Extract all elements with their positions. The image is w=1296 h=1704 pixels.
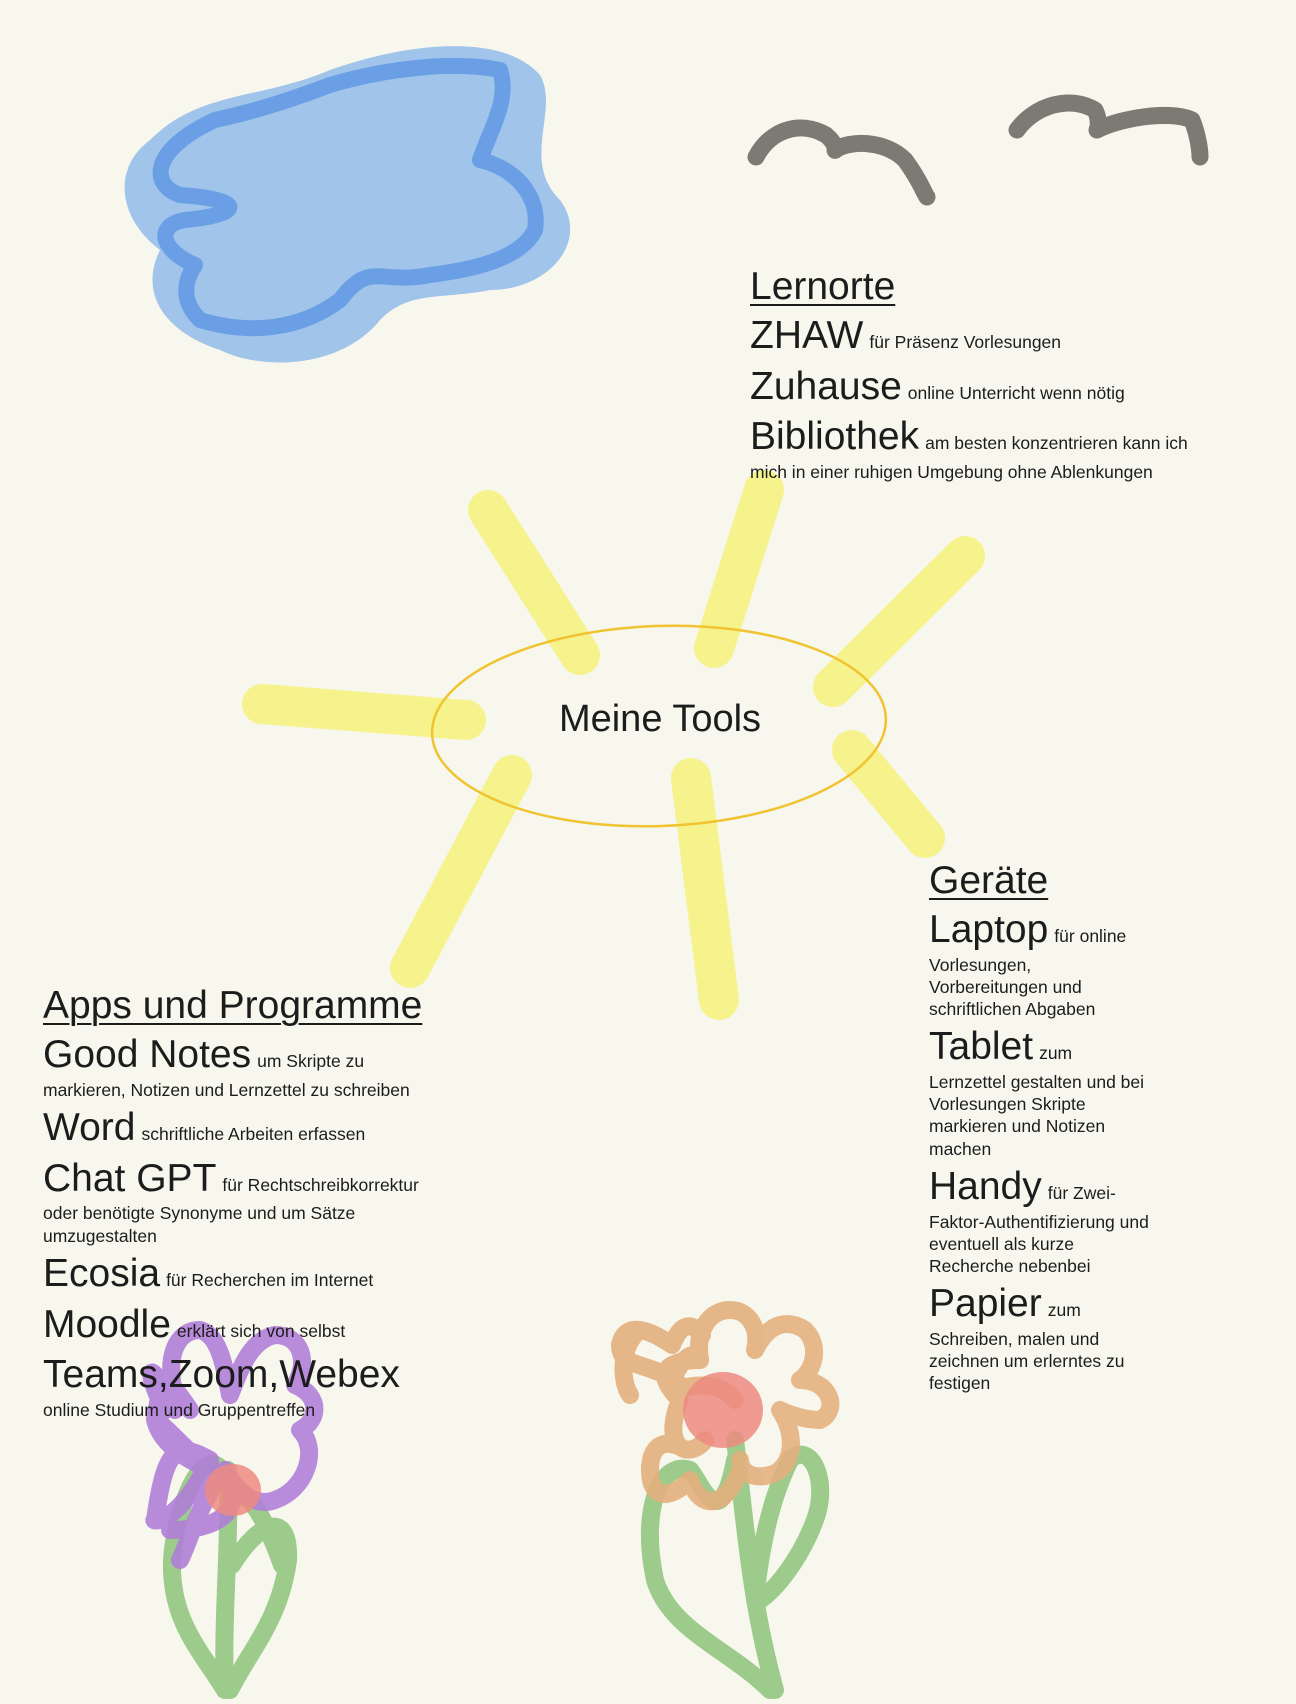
- lernorte-section: [750, 264, 1220, 487]
- item-term: Laptop: [929, 907, 1049, 951]
- geraete-item-laptop: [929, 907, 1149, 1020]
- item-desc: schriftliche Arbeiten erfassen: [141, 1123, 366, 1144]
- apps-section: [43, 983, 443, 1425]
- apps-item-chat-gpt: [43, 1156, 443, 1247]
- item-term: Moodle: [43, 1302, 171, 1346]
- item-term: Chat GPT: [43, 1156, 217, 1200]
- geraete-item-handy: [929, 1164, 1149, 1277]
- apps-item-good-notes: [43, 1032, 443, 1101]
- lernorte-item-bibliothek: [750, 414, 1220, 483]
- item-desc: online Studium und Gruppentreffen: [43, 1400, 316, 1421]
- item-term: Ecosia: [43, 1251, 161, 1295]
- item-term: Handy: [929, 1164, 1042, 1208]
- sun-drawing: [262, 490, 965, 1000]
- item-desc: erklärt sich von selbst: [176, 1320, 346, 1341]
- item-desc: zum Lernzettel gestalten und bei Vorlesungen Skripte markieren und Notizen machen: [929, 1043, 1145, 1159]
- item-desc: für Präsenz Vorlesungen: [869, 331, 1062, 352]
- item-desc: für Zwei-Faktor-Authentifizierung und eventuell als kurze Recherche nebenbei: [929, 1182, 1149, 1276]
- item-term: Papier: [929, 1282, 1042, 1326]
- item-term: Zuhause: [750, 364, 902, 408]
- item-term: Teams,Zoom,Webex: [43, 1353, 400, 1397]
- apps-item-word: [43, 1105, 443, 1152]
- cloud-drawing: [125, 46, 571, 362]
- item-desc: für Recherchen im Internet: [166, 1269, 374, 1290]
- item-desc: um Skripte zu markieren, Notizen und Lernzettel zu schreiben: [43, 1050, 410, 1100]
- item-desc: für Rechtschreibkorrektur oder benötigte Synonyme und um Sätze umzugestalten: [43, 1174, 419, 1246]
- item-term: Tablet: [929, 1025, 1034, 1069]
- center-title: Meine Tools: [558, 698, 762, 740]
- geraete-heading: Geräte: [929, 859, 1049, 902]
- geraete-item-tablet: [929, 1024, 1149, 1160]
- item-desc: am besten konzentrieren kann ich mich in einer ruhigen Umgebung ohne Ablenkungen: [750, 433, 1188, 483]
- item-term: Bibliothek: [750, 415, 920, 459]
- apps-item-teams-zoom-webex: [43, 1352, 443, 1421]
- lernorte-item-zuhause: [750, 364, 1220, 411]
- orange-flower-drawing: [620, 1310, 830, 1690]
- lernorte-item-zhaw: [750, 313, 1220, 360]
- item-term: ZHAW: [750, 313, 864, 357]
- item-desc: zum Schreiben, malen und zeichnen um erlerntes zu festigen: [929, 1300, 1125, 1394]
- apps-item-moodle: [43, 1302, 443, 1349]
- item-term: Good Notes: [43, 1032, 252, 1076]
- apps-item-ecosia: [43, 1251, 443, 1298]
- birds-drawing: [756, 103, 1200, 197]
- lernorte-heading: Lernorte: [750, 265, 896, 308]
- apps-heading: Apps und Programme: [43, 984, 423, 1027]
- item-desc: für online Vorlesungen, Vorbereitungen und schriftlichen Abgaben: [929, 925, 1127, 1019]
- item-term: Word: [43, 1105, 136, 1149]
- geraete-item-papier: [929, 1281, 1149, 1394]
- item-desc: online Unterricht wenn nötig: [907, 382, 1125, 403]
- geraete-section: [929, 858, 1149, 1398]
